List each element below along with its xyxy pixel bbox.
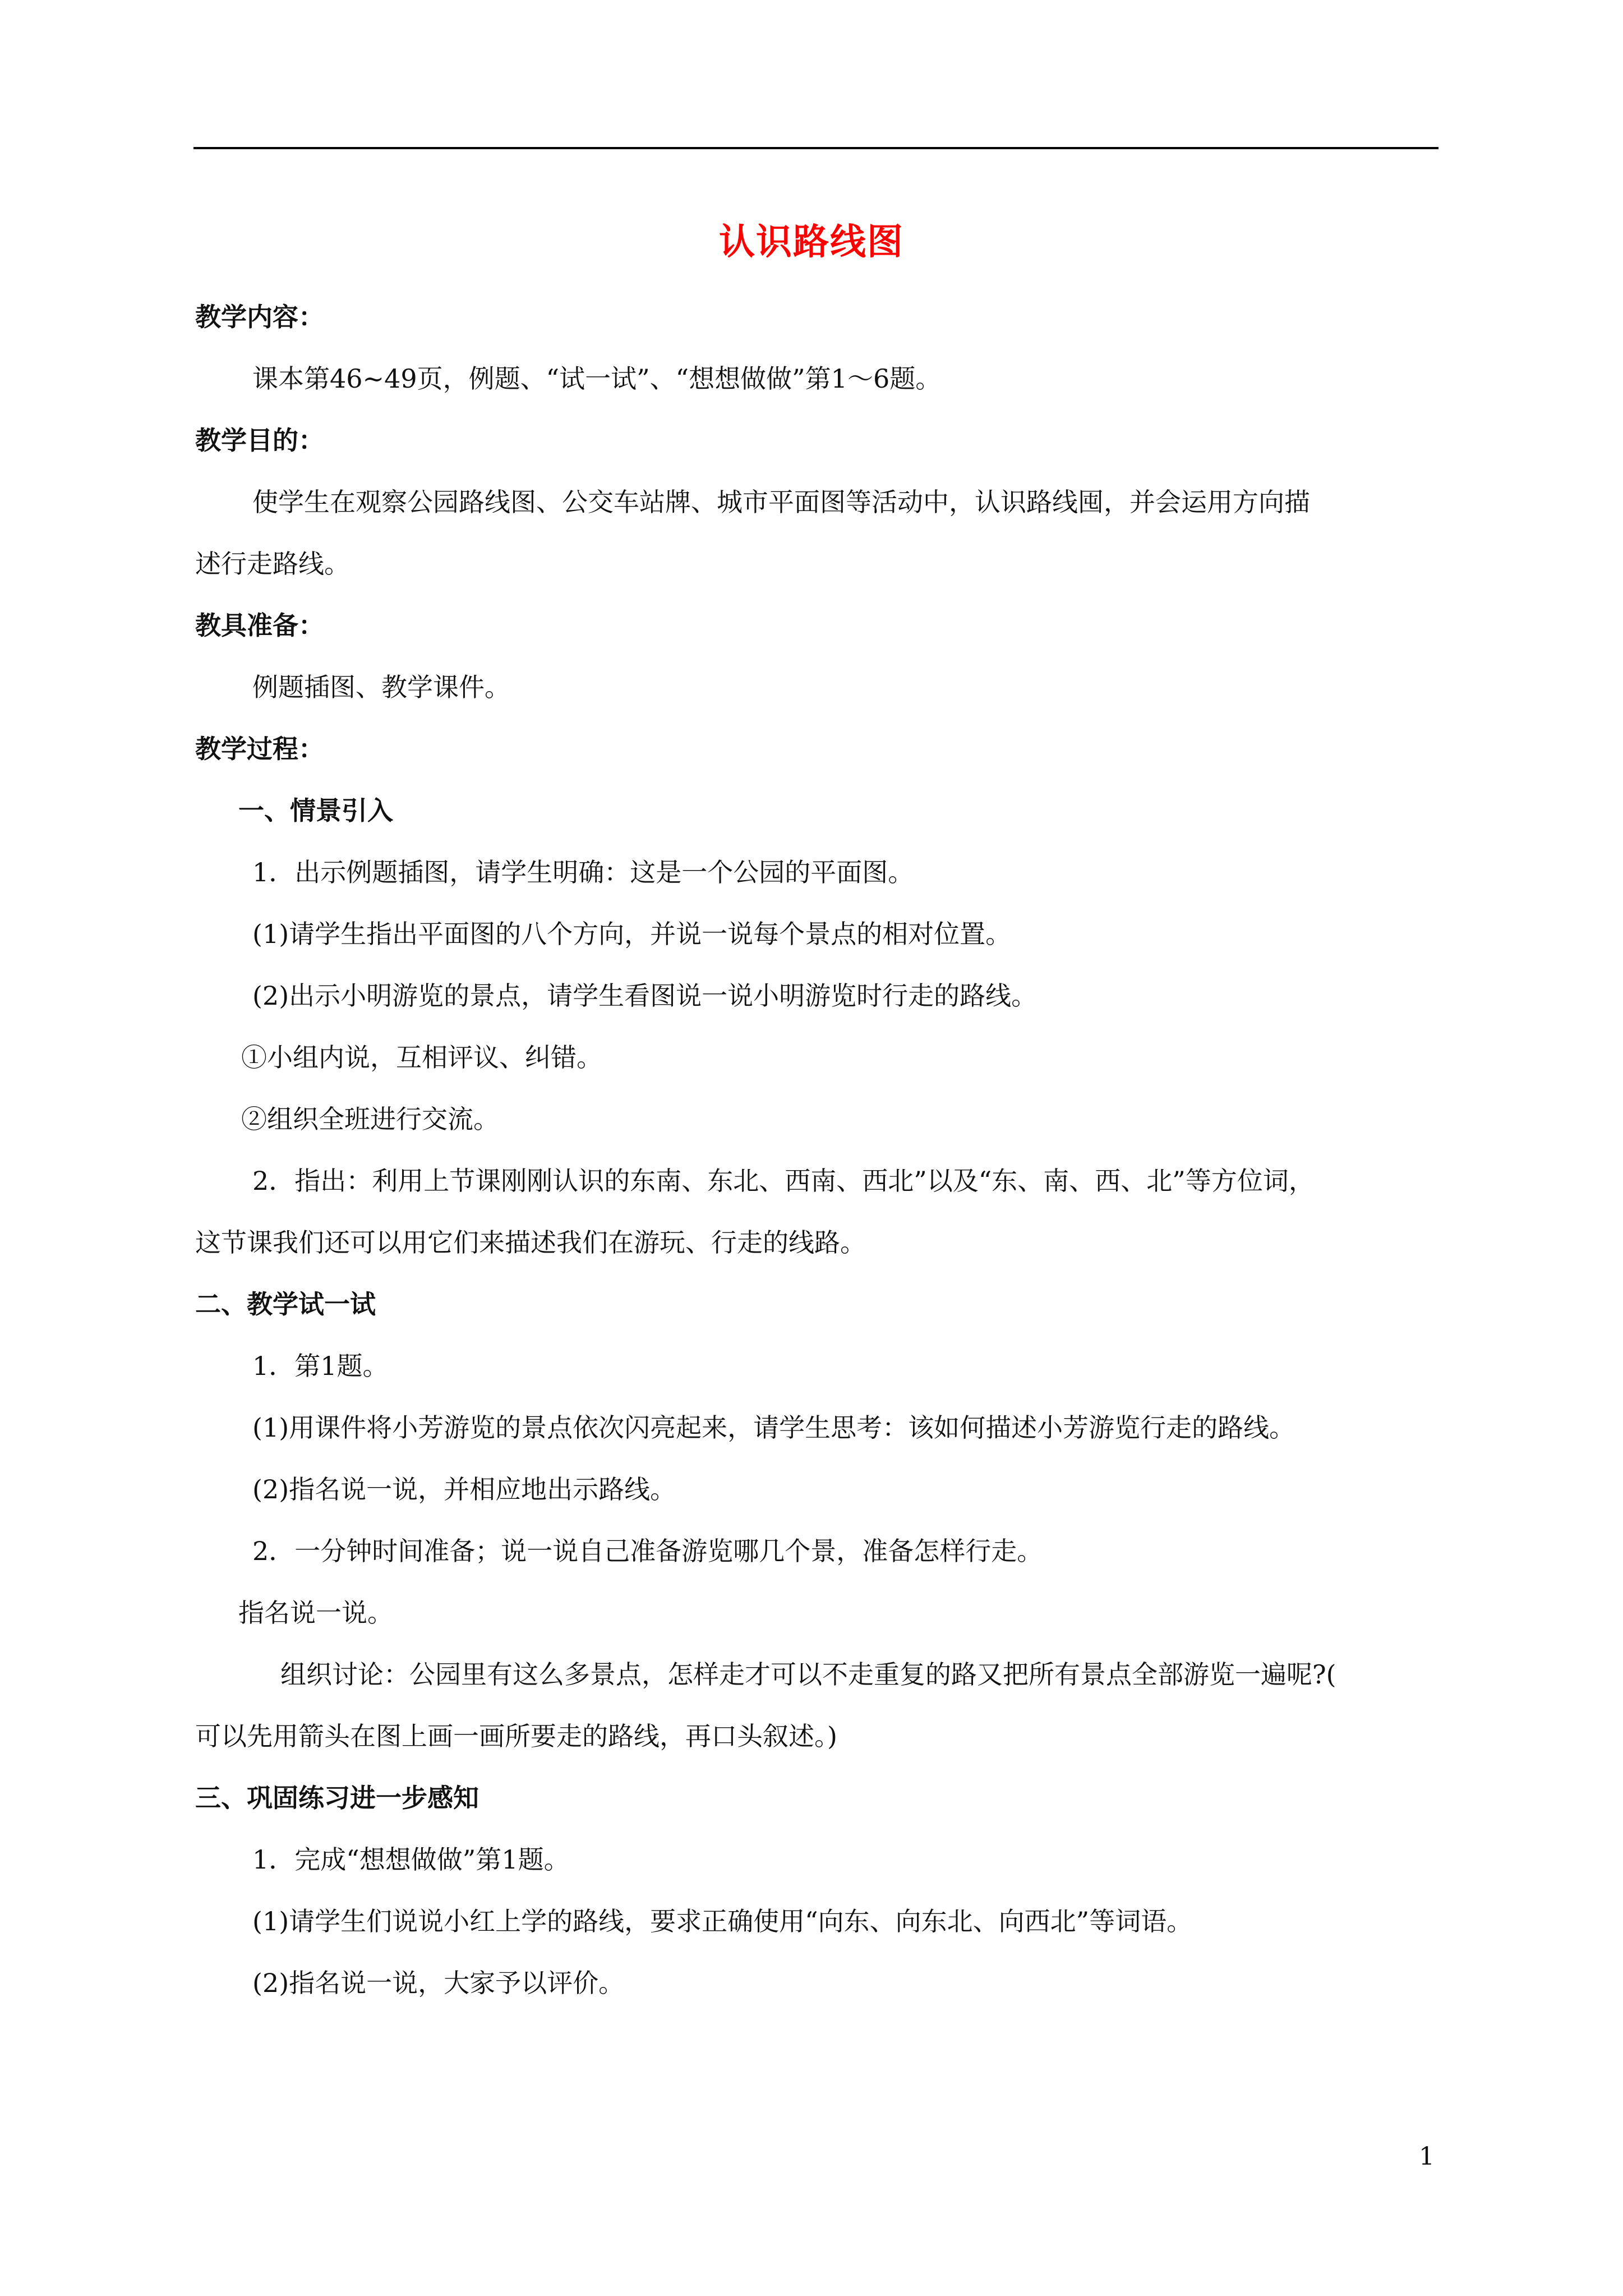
content-text: 课本第46~49页，例题、“试一试”、“想想做做”第1～6题。 (252, 364, 942, 394)
part2-item-2: 2．一分钟时间准备；说一说自己准备游览哪几个景，准备怎样行走。 (252, 1536, 1043, 1566)
part1-item-1: 1．出示例题插图，请学生明确：这是一个公园的平面图。 (252, 857, 914, 887)
part2-discussion-line-2: 可以先用箭头在图上画一画所要走的路线，再口头叙述。) (195, 1721, 837, 1751)
part2-item-1a: (1)用课件将小芳游览的景点依次闪亮起来，请学生思考：该如何描述小芳游览行走的路线。 (252, 1412, 1295, 1443)
part3-heading: 三、巩固练习进一步感知 (195, 1783, 479, 1813)
part1-item-2-line-2: 这节课我们还可以用它们来描述我们在游玩、行走的线路。 (195, 1227, 866, 1258)
page-number: 1 (1419, 2142, 1435, 2171)
part1-item-1b-2: ②组织全班进行交流。 (241, 1104, 499, 1134)
part2-heading: 二、教学试一试 (195, 1289, 376, 1319)
document-title: 认识路线图 (719, 222, 904, 263)
part1-item-1b: (2)出示小明游览的景点，请学生看图说一说小明游览时行走的路线。 (252, 981, 1038, 1011)
content-heading: 教学内容： (195, 302, 324, 332)
part2-item-1: 1．第1题。 (252, 1351, 389, 1381)
process-heading: 教学过程： (195, 734, 324, 764)
tools-text: 例题插图、教学课件。 (252, 672, 510, 702)
goal-text-line-1: 使学生在观察公园路线图、公交车站牌、城市平面图等活动中，认识路线囤，并会运用方向描 (252, 487, 1310, 517)
part2-discussion-line-1: 组织讨论：公园里有这么多景点，怎样走才可以不走重复的路又把所有景点全部游览一遍呢?( (280, 1659, 1336, 1690)
part1-heading: 一、情景引入 (238, 795, 393, 826)
part1-item-1b-1: ①小组内说，互相评议、纠错。 (241, 1042, 602, 1073)
part2-item-1b: (2)指名说一说，并相应地出示路线。 (252, 1474, 676, 1504)
part1-item-2-line-1: 2．指出：利用上节课刚刚认识的东南、东北、西南、西北”以及“东、南、西、北”等方位词， (252, 1166, 1315, 1196)
part2-item-2a: 指名说一说。 (238, 1598, 393, 1628)
tools-heading: 教具准备： (195, 610, 324, 641)
part1-item-1a: (1)请学生指出平面图的八个方向，并说一说每个景点的相对位置。 (252, 919, 1012, 949)
part3-item-1b: (2)指名说一说，大家予以评价。 (252, 1968, 625, 1998)
goal-heading: 教学目的： (195, 425, 324, 455)
part3-item-1a: (1)请学生们说说小红上学的路线，要求正确使用“向东、向东北、向西北”等词语。 (252, 1906, 1193, 1936)
part3-item-1: 1．完成“想想做做”第1题。 (252, 1844, 570, 1875)
header-rule (193, 147, 1438, 149)
goal-text-line-2: 述行走路线。 (195, 549, 350, 579)
